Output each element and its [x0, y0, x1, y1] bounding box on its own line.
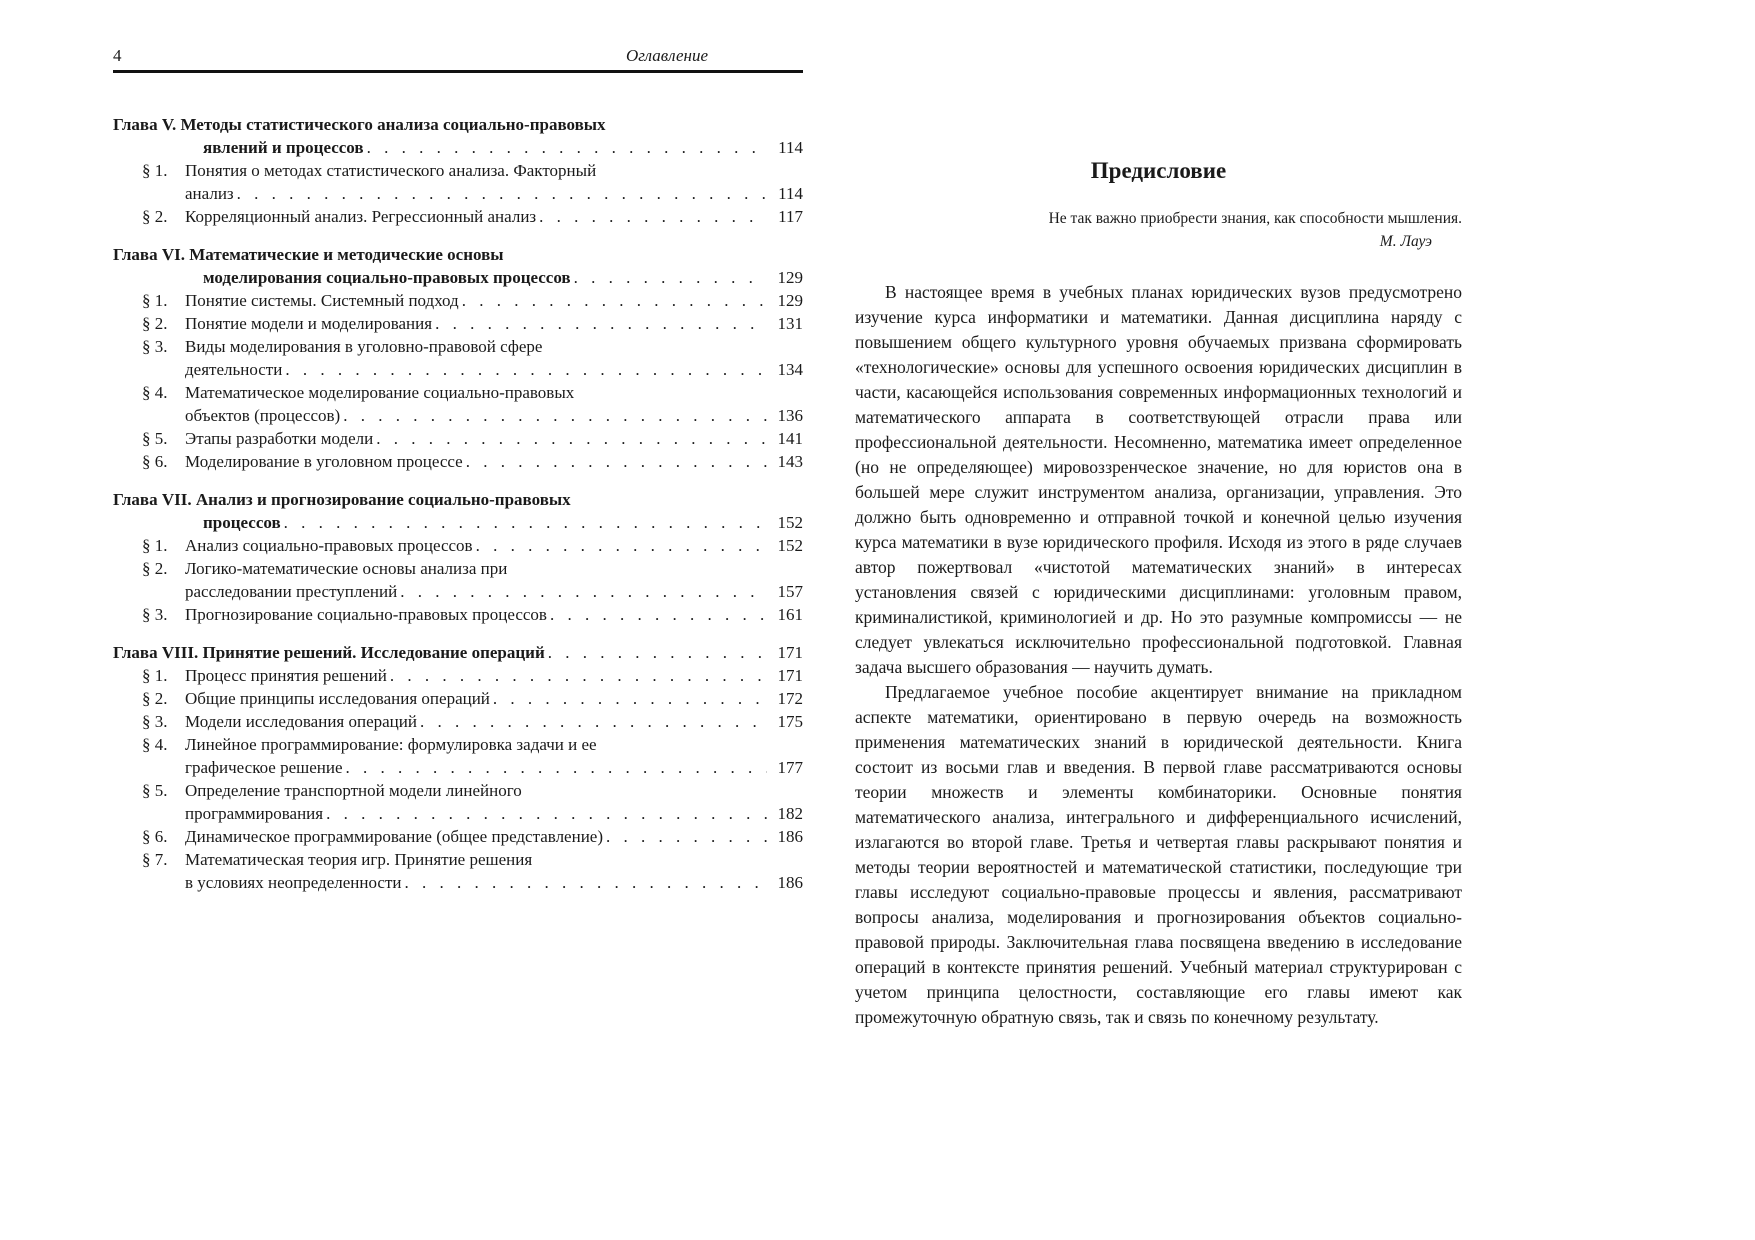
toc-entry-title: расследовании преступлений — [185, 582, 398, 601]
running-title: Оглавление — [625, 46, 708, 65]
toc-page-number: 114 — [778, 138, 803, 157]
toc-entry-title: Виды моделирования в уголовно-правовой сфере — [185, 337, 543, 356]
toc-entry-title: Логико-математические основы анализа при — [185, 559, 508, 578]
toc-entry-title: деятельности — [185, 360, 283, 379]
toc-entry-title: Математическая теория игр. Принятие решения — [185, 850, 533, 869]
toc-entry — [113, 641, 803, 664]
toc-line — [113, 404, 803, 427]
toc-entry — [113, 557, 803, 603]
toc-entry-title: анализ — [185, 184, 234, 203]
dot-leader — [545, 641, 767, 664]
dot-leader — [340, 404, 767, 427]
toc-line — [113, 136, 803, 159]
toc-line — [113, 381, 803, 404]
toc-page-number: 171 — [777, 666, 803, 685]
dot-leader — [234, 182, 767, 205]
dot-leader — [473, 534, 767, 557]
toc-entry — [113, 534, 803, 557]
dot-leader — [323, 802, 767, 825]
toc-entry — [113, 733, 803, 779]
preface-body — [855, 280, 1462, 1030]
section-label: § 4. — [142, 735, 168, 754]
toc-entry — [113, 381, 803, 427]
toc-entry — [113, 205, 803, 228]
table-of-contents — [113, 113, 803, 894]
toc-line — [113, 243, 803, 266]
toc-entry-title: графическое решение — [185, 758, 343, 777]
epigraph-text: Не так важно приобрести знания, как способности мышления. — [1048, 210, 1462, 227]
dot-leader — [364, 136, 767, 159]
section-label: § 1. — [142, 161, 168, 180]
toc-entry — [113, 289, 803, 312]
toc-page-number: 177 — [777, 758, 803, 777]
toc-line — [113, 205, 803, 228]
toc-page-number: 186 — [777, 873, 803, 892]
toc-entry-title: Определение транспортной модели линейного — [185, 781, 522, 800]
toc-entry-title: Модели исследования операций — [185, 712, 417, 731]
toc-entry — [113, 825, 803, 848]
toc-page-number: 161 — [777, 605, 803, 624]
section-label: § 3. — [142, 337, 168, 356]
toc-line — [113, 358, 803, 381]
toc-page-number: 117 — [778, 207, 803, 226]
toc-line — [113, 557, 803, 580]
toc-line — [113, 266, 803, 289]
dot-leader — [343, 756, 767, 779]
toc-entry — [113, 159, 803, 205]
toc-page-number: 141 — [777, 429, 803, 448]
dot-leader — [547, 603, 767, 626]
toc-entry — [113, 113, 803, 159]
toc-entry-title: Математическое моделирование социально-правовых — [185, 383, 575, 402]
section-label: § 2. — [142, 314, 168, 333]
section-label: § 2. — [142, 689, 168, 708]
toc-entry — [113, 488, 803, 534]
dot-leader — [397, 580, 767, 603]
toc-page-number: 129 — [777, 268, 803, 287]
section-label: § 6. — [142, 452, 168, 471]
toc-entry-title: Корреляционный анализ. Регрессионный анализ — [185, 207, 537, 226]
toc-entry-title: объектов (процессов) — [185, 406, 341, 425]
toc-entry-title: Моделирование в уголовном процессе — [185, 452, 463, 471]
toc-entry — [113, 603, 803, 626]
toc-entry — [113, 710, 803, 733]
section-label: § 1. — [142, 291, 168, 310]
toc-entry-title: явлений и процессов — [203, 138, 364, 157]
toc-entry-title: моделирования социально-правовых процессов — [203, 268, 571, 287]
toc-entry-title: Общие принципы исследования операций — [185, 689, 490, 708]
toc-page-number: 152 — [777, 536, 803, 555]
toc-entry-title: Глава VII. Анализ и прогнозирование социально-правовых — [113, 490, 571, 509]
toc-line — [113, 641, 803, 664]
epigraph — [855, 208, 1462, 252]
section-label: § 1. — [142, 536, 168, 555]
chapter-title: Предисловие — [1090, 158, 1227, 183]
dot-leader — [459, 289, 767, 312]
toc-line — [113, 756, 803, 779]
toc-entry-title: Понятие модели и моделирования — [185, 314, 433, 333]
toc-entry — [113, 335, 803, 381]
toc-entry-title: процессов — [203, 513, 281, 532]
section-label: § 1. — [142, 666, 168, 685]
toc-entry-title: Глава VI. Математические и методические основы — [113, 245, 504, 264]
toc-line — [113, 779, 803, 802]
toc-page — [113, 46, 803, 894]
dot-leader — [490, 687, 767, 710]
toc-page-number: 136 — [777, 406, 803, 425]
section-label: § 5. — [142, 429, 168, 448]
toc-entry — [113, 687, 803, 710]
toc-page-number: 134 — [777, 360, 803, 379]
toc-entry — [113, 427, 803, 450]
toc-entry-title: Процесс принятия решений — [185, 666, 387, 685]
toc-line — [113, 335, 803, 358]
dot-leader — [603, 825, 767, 848]
toc-line — [113, 733, 803, 756]
section-label: § 3. — [142, 712, 168, 731]
toc-entry-title: Понятия о методах статистического анализа. Факторный — [185, 161, 597, 180]
toc-page-number: 152 — [777, 513, 803, 532]
section-label: § 5. — [142, 781, 168, 800]
page-number: 4 — [113, 46, 122, 65]
dot-leader — [282, 358, 767, 381]
dot-leader — [281, 511, 767, 534]
toc-line — [113, 511, 803, 534]
section-label: § 3. — [142, 605, 168, 624]
header-rule — [113, 70, 803, 73]
toc-entry — [113, 312, 803, 335]
toc-entry — [113, 450, 803, 473]
toc-entry-title: Этапы разработки модели — [185, 429, 374, 448]
toc-line — [113, 289, 803, 312]
toc-entry — [113, 779, 803, 825]
dot-leader — [417, 710, 767, 733]
dot-leader — [571, 266, 767, 289]
toc-page-number: 171 — [777, 643, 803, 662]
toc-page-number: 114 — [778, 184, 803, 203]
dot-leader — [536, 205, 767, 228]
toc-line — [113, 802, 803, 825]
dot-leader — [463, 450, 767, 473]
section-label: § 2. — [142, 559, 168, 578]
toc-entry — [113, 664, 803, 687]
toc-entry-title: Динамическое программирование (общее представление) — [185, 827, 603, 846]
toc-page-number: 143 — [777, 452, 803, 471]
toc-entry-title: в условиях неопределенности — [185, 873, 402, 892]
toc-page-number: 131 — [777, 314, 803, 333]
toc-entry-title: Глава V. Методы статистического анализа социально-правовых — [113, 115, 606, 134]
toc-entry-title: программирования — [185, 804, 324, 823]
toc-entry-title: Прогнозирование социально-правовых процессов — [185, 605, 547, 624]
epigraph-attribution: М. Лауэ — [1379, 233, 1432, 250]
toc-line — [113, 871, 803, 894]
toc-line — [113, 312, 803, 335]
toc-line — [113, 664, 803, 687]
dot-leader — [387, 664, 767, 687]
toc-line — [113, 687, 803, 710]
toc-line — [113, 603, 803, 626]
preface-paragraph: Предлагаемое учебное пособие акцентирует внимание на прикладном аспекте математики, ориентировано в первую очередь на возможность применения математических знаний в юридической деятельности. Книга состоит из восьми глав и введения. В первой главе рассматриваются основы теории множеств и элементы комбинаторики. Основные понятия математического анализа, интегрального и дифференциального исчислений, излагаются во второй главе. Третья и четвертая главы раскрывают понятия и методы теории вероятностей и математической статистики, последующие три главы исследуют социально-правовые процессы и явления, рассматривают вопросы анализа, моделирования и прогнозирования объектов социально-правовой природы. Заключительная глава посвящена введению в исследование операций в контексте принятия решений. Учебный материал структурирован с учетом принципа целостности, составляющие его главы имеют как промежуточную обратную связь, так и связь по конечному результату. — [855, 682, 1462, 1027]
toc-entry-title: Понятие системы. Системный подход — [185, 291, 459, 310]
preface-paragraph: В настоящее время в учебных планах юридических вузов предусмотрено изучение курса информатики и математики. Данная дисциплина наряду с повышением общего культурного уровня обучаемых призвана сформировать «технологические» основы для успешного освоения юридических дисциплин в части, касающейся использования современных информационных технологий и математического аппарата в соответствующей отрасли права или профессиональной деятельности. Несомненно, математика имеет определенное (но не определяющее) мировоззренческое значение, но для юристов она в большей мере служит инструментом анализа, организации, управления. Это должно быть одновременно и отправной точкой и конечной целью изучения курса математики в вузе юридического профиля. Исходя из этого в ряде случаев автор пожертвовал «чистотой математических знаний» в интересах установления связей с юридическими дисциплинами: уголовным правом, криминалистикой, криминологией и др. Но это разумные компромиссы — не следует увлекаться исключительно профессиональной подготовкой. Главная задача высшего образования — научить думать. — [855, 282, 1462, 677]
toc-line — [113, 580, 803, 603]
dot-leader — [373, 427, 767, 450]
toc-entry — [113, 848, 803, 894]
toc-line — [113, 488, 803, 511]
toc-line — [113, 534, 803, 557]
toc-page-number: 172 — [777, 689, 803, 708]
toc-page-number: 182 — [777, 804, 803, 823]
toc-page-number: 129 — [777, 291, 803, 310]
page-header — [113, 46, 803, 68]
dot-leader — [401, 871, 767, 894]
toc-line — [113, 450, 803, 473]
toc-line — [113, 825, 803, 848]
toc-entry-title: Глава VIII. Принятие решений. Исследование операций — [113, 643, 545, 662]
toc-line — [113, 848, 803, 871]
toc-entry-title: Анализ социально-правовых процессов — [185, 536, 473, 555]
toc-entry — [113, 243, 803, 289]
toc-entry-title: Линейное программирование: формулировка задачи и ее — [185, 735, 597, 754]
section-label: § 6. — [142, 827, 168, 846]
preface-page — [855, 46, 1462, 1030]
toc-line — [113, 427, 803, 450]
section-label: § 2. — [142, 207, 168, 226]
section-label: § 4. — [142, 383, 168, 402]
toc-page-number: 175 — [777, 712, 803, 731]
dot-leader — [432, 312, 767, 335]
toc-line — [113, 710, 803, 733]
section-label: § 7. — [142, 850, 168, 869]
toc-line — [113, 182, 803, 205]
toc-line — [113, 113, 803, 136]
toc-line — [113, 159, 803, 182]
toc-page-number: 157 — [777, 582, 803, 601]
toc-page-number: 186 — [777, 827, 803, 846]
